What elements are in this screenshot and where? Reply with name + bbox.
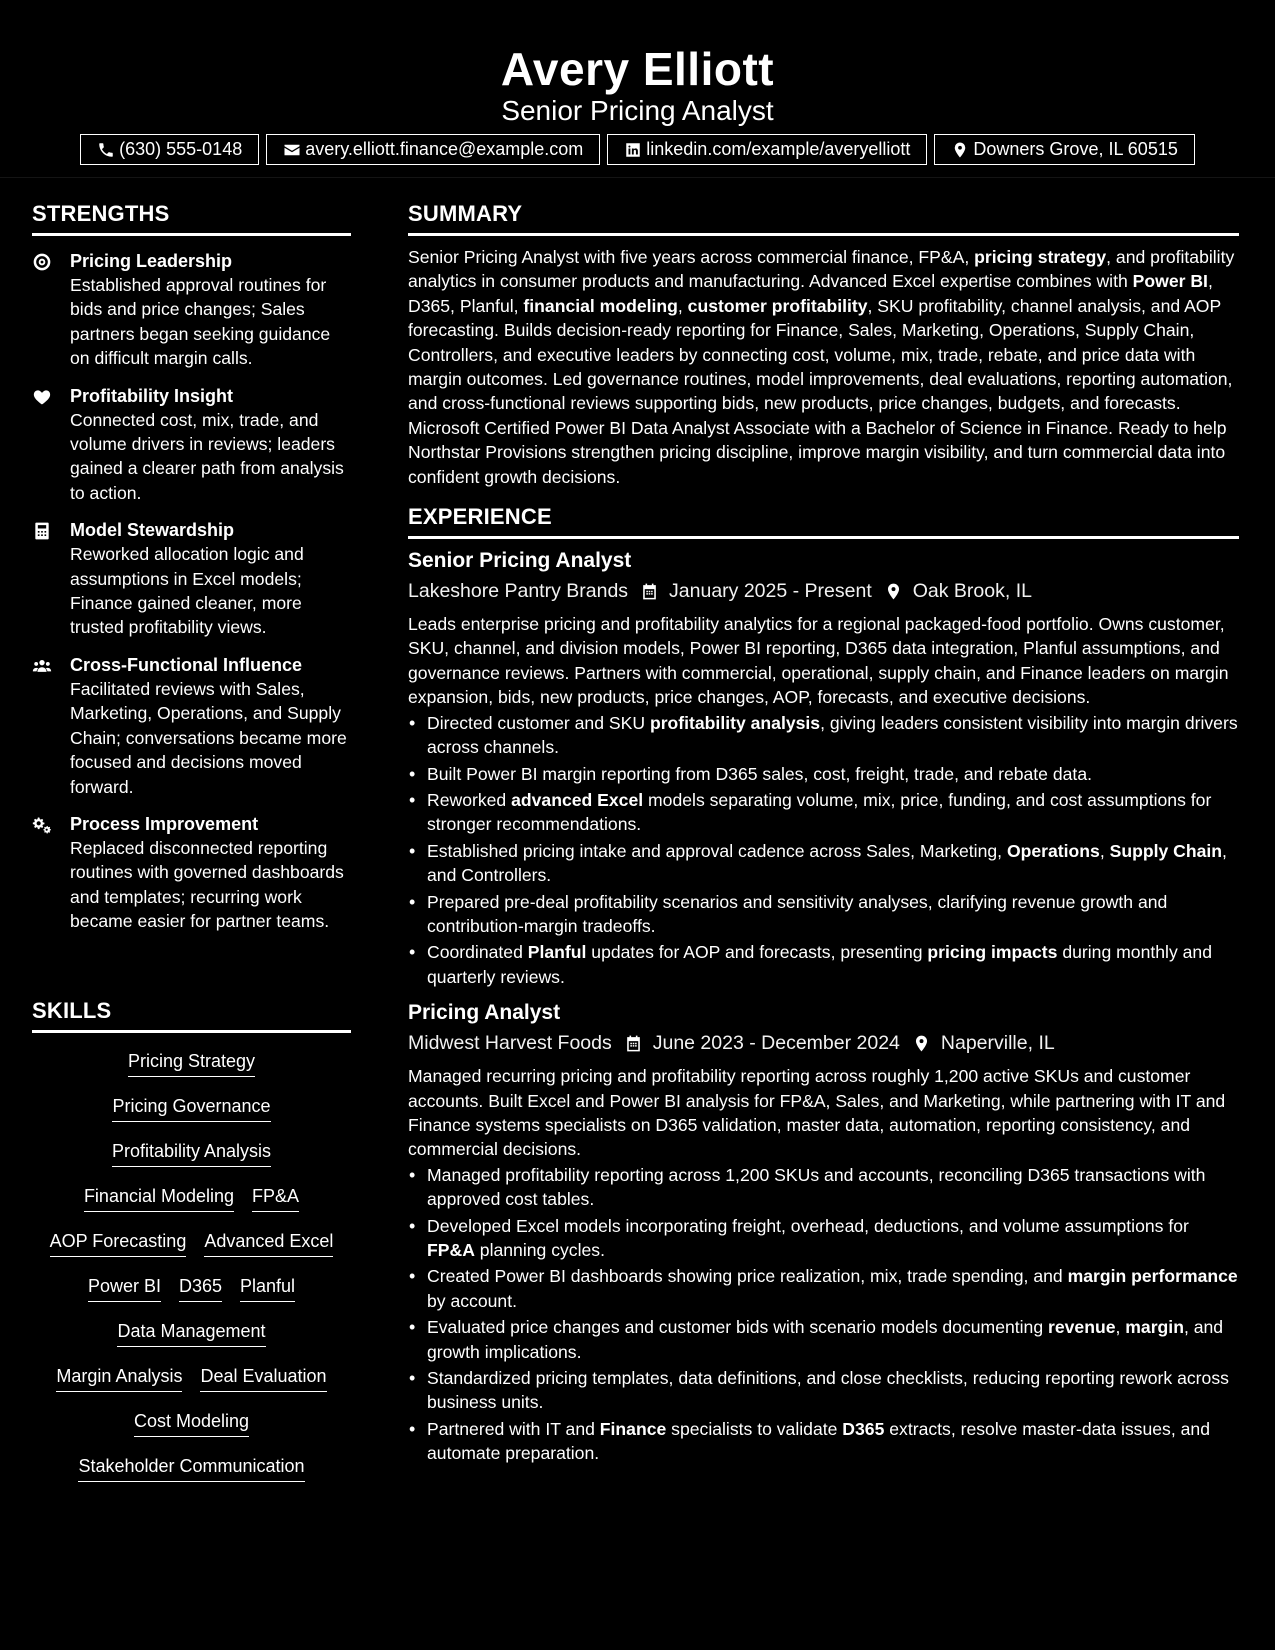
resume-header [0,0,1275,178]
job-meta [408,577,1239,605]
job-bullet: • Prepared pre-deal profitability scenarios and sensitivity analyses, clarifying revenue growth and contribution-margin tradeoffs. [408,890,1239,939]
emphasis-text: margin performance [1067,1266,1238,1287]
strength-item [32,249,351,371]
phone-icon [97,141,115,159]
strength-title: Profitability Insight [70,385,234,406]
job-location: Oak Brook, IL [912,580,1032,603]
calculator-icon [32,521,52,541]
job-bullet: • Managed profitability reporting across 1,200 SKUs and accounts, reconciling D365 transactions with approved cost tables. [408,1163,1239,1212]
emphasis-text: financial modeling [523,295,678,316]
skill-row [32,1319,351,1364]
users-icon [32,656,52,676]
map-pin-icon [951,141,969,159]
job-meta [408,1029,1239,1057]
job-bullet: • Developed Excel models incorporating freight, overhead, deductions, and volume assumptions for FP&A planning cycles. [408,1214,1239,1263]
job-dates: June 2023 - December 2024 [652,1032,900,1055]
strength-title: Pricing Leadership [70,251,233,271]
job-bullets [408,1163,1239,1466]
linkedin-icon [624,141,642,159]
job-bullet: • Evaluated price changes and customer bids with scenario models documenting revenue, margin, and growth implications. [408,1315,1239,1364]
strengths-section [32,201,351,947]
job-bullet: • Directed customer and SKU profitability analysis, giving leaders consistent visibility into margin drivers across channels. [408,711,1239,760]
skill-tag: Advanced Excel [204,1229,333,1257]
emphasis-text: D365 [842,1418,885,1439]
job-bullet: • Partnered with IT and Finance specialists to validate D365 extracts, resolve master-data issues, and automate preparation. [408,1417,1239,1466]
skill-tag: Power BI [88,1274,161,1302]
job-entry [408,547,1239,989]
skill-row [32,1139,351,1184]
emphasis-text: Supply Chain [1109,840,1223,861]
experience-heading: EXPERIENCE [408,504,1239,539]
main-column [408,201,1239,1468]
skill-row [32,1229,351,1274]
emphasis-text: pricing strategy [974,247,1107,267]
job-bullet: • Standardized pricing templates, data definitions, and close checklists, reducing reporting rework across business units. [408,1366,1239,1415]
skills-heading: SKILLS [32,998,351,1033]
emphasis-text: Operations [1006,840,1100,861]
gears-icon [32,815,52,835]
skill-tag: D365 [179,1274,222,1302]
strengths-heading: STRENGTHS [32,201,351,236]
job-bullets [408,711,1239,989]
skill-tag: Stakeholder Communication [78,1454,304,1482]
target-icon [32,252,52,272]
skill-tag: Data Management [117,1319,265,1347]
emphasis-text: FP&A [427,1240,475,1260]
emphasis-text: revenue [1048,1317,1116,1338]
candidate-name: Avery Elliott [500,43,775,95]
contact-email-text: avery.elliott.finance@example.com [305,139,584,159]
job-bullet: • Created Power BI dashboards showing price realization, mix, trade spending, and margin performance by account. [408,1264,1239,1313]
calendar-icon [640,582,659,601]
strength-title: Process Improvement [70,813,259,834]
skill-tag: Pricing Governance [112,1094,270,1122]
job-dates: January 2025 - Present [669,580,872,603]
contact-location [934,134,1194,165]
contact-email[interactable] [266,134,600,165]
emphasis-text: customer profitability [687,295,868,316]
emphasis-text: margin [1125,1317,1184,1338]
contact-phone-text: (630) 555-0148 [119,139,243,159]
emphasis-text: Finance [599,1418,667,1439]
skill-row [32,1184,351,1229]
contact-linkedin[interactable] [607,134,927,165]
heart-icon [32,387,52,407]
contact-location-text: Downers Grove, IL 60515 [973,139,1178,159]
job-description: Managed recurring pricing and profitability reporting across roughly 1,200 active SKUs and customer accounts. Built Excel and Power BI analysis for FP&A, Sales, and Marketing, while partnering with IT and Finance systems specialists on D365 validation, master data, automation, reporting consistency, and commercial decisions. [408,1066,1226,1160]
emphasis-text: profitability analysis [649,712,821,733]
job-bullet: • Reworked advanced Excel models separating volume, mix, price, funding, and cost assumptions for stronger recommendations. [408,788,1239,837]
emphasis-text: Planful [527,942,587,963]
job-bullet: • Built Power BI margin reporting from D365 sales, cost, freight, trade, and rebate data. [408,762,1239,786]
summary-heading: SUMMARY [408,201,1239,236]
strength-item [32,518,351,640]
skill-tag: Cost Modeling [134,1409,249,1437]
job-bullet: • Established pricing intake and approval cadence across Sales, Marketing, Operations, Supply Chain, and Controllers. [408,839,1239,888]
job-description: Leads enterprise pricing and profitability analytics for a regional packaged-food portfolio. Owns customer, SKU, channel, and division models, Power BI reporting, D365 data integration, Planful assumptions, and governance reviews. Partners with commercial, operational, supply chain, and Finance leaders on margin expansion, bids, new products, price changes, AOP, forecasts, and executive decisions. [408,614,1229,708]
strength-item [32,653,351,799]
strength-desc: Facilitated reviews with Sales, Marketing, Operations, and Supply Chain; conversations became more focused and decisions moved forward. [70,678,347,797]
job-entry [408,999,1239,1466]
job-company: Lakeshore Pantry Brands [408,580,629,603]
job-bullet: • Coordinated Planful updates for AOP and forecasts, presenting pricing impacts during monthly and quarterly reviews. [408,940,1239,989]
emphasis-text: pricing impacts [927,942,1058,963]
strength-title: Cross-Functional Influence [70,654,303,675]
strength-desc: Replaced disconnected reporting routines with governed dashboards and templates; recurring work became easier for partner teams. [70,837,344,932]
contact-phone[interactable] [80,134,259,165]
strength-item [32,812,351,934]
skills-section [32,998,351,1499]
envelope-icon [283,141,301,159]
skill-row [32,1364,351,1409]
strength-item [32,384,351,506]
skill-row [32,1094,351,1139]
skill-row [32,1049,351,1094]
job-title: Pricing Analyst [408,1001,561,1025]
strength-title: Model Stewardship [70,520,235,541]
skill-tag: Margin Analysis [56,1364,182,1392]
skill-row [32,1454,351,1499]
map-pin-icon [912,1034,931,1053]
strength-desc: Connected cost, mix, trade, and volume drivers in reviews; leaders gained a clearer path from analysis to action. [70,409,344,503]
job-title: Senior Pricing Analyst [408,549,632,573]
skill-row [32,1409,351,1454]
skill-tag: Deal Evaluation [200,1364,326,1392]
strength-desc: Established approval routines for bids and price changes; Sales partners began seeking guidance on difficult margin calls. [70,275,331,369]
skill-tag: Planful [240,1274,295,1302]
skill-row [32,1274,351,1319]
job-location: Naperville, IL [940,1032,1055,1055]
strength-desc: Reworked allocation logic and assumptions in Excel models; Finance gained cleaner, more trusted profitability views. [70,544,304,638]
skill-tag: AOP Forecasting [50,1229,187,1257]
emphasis-text: Power BI [1132,271,1208,292]
contact-linkedin-text: linkedin.com/example/averyelliott [646,139,911,159]
skill-tag: FP&A [252,1184,299,1212]
map-pin-icon [884,582,903,601]
skill-tag: Pricing Strategy [128,1049,255,1077]
calendar-icon [624,1034,643,1053]
emphasis-text: advanced Excel [511,789,644,810]
candidate-role: Senior Pricing Analyst [501,95,774,126]
summary-text: Senior Pricing Analyst with five years across commercial finance, FP&A, pricing strategy, and profitability analytics in consumer products and manufacturing. Advanced Excel expertise combines with Power BI, D365, Planful, financial modeling, customer profitability, SKU profitability, channel analysis, and AOP forecasting. Builds decision-ready reporting for Finance, Sales, Marketing, Operations, Supply Chain, Controllers, and executive leaders by connecting cost, volume, mix, trade, rebate, and price data with margin outcomes. Led governance routines, model improvements, deal evaluations, reporting automation, and cross-functional reviews supporting bids, new products, price changes, budgets, and forecasts. Microsoft Certified Power BI Data Analyst Associate with a Bachelor of Science in Finance. Ready to help Northstar Provisions strengthen pricing discipline, improve margin visibility, and turn commercial data into confident growth decisions. [408,247,1235,487]
job-company: Midwest Harvest Foods [408,1032,612,1055]
skill-tag: Profitability Analysis [112,1139,271,1167]
contact-bar [0,134,1275,165]
skill-tag: Financial Modeling [84,1184,234,1212]
